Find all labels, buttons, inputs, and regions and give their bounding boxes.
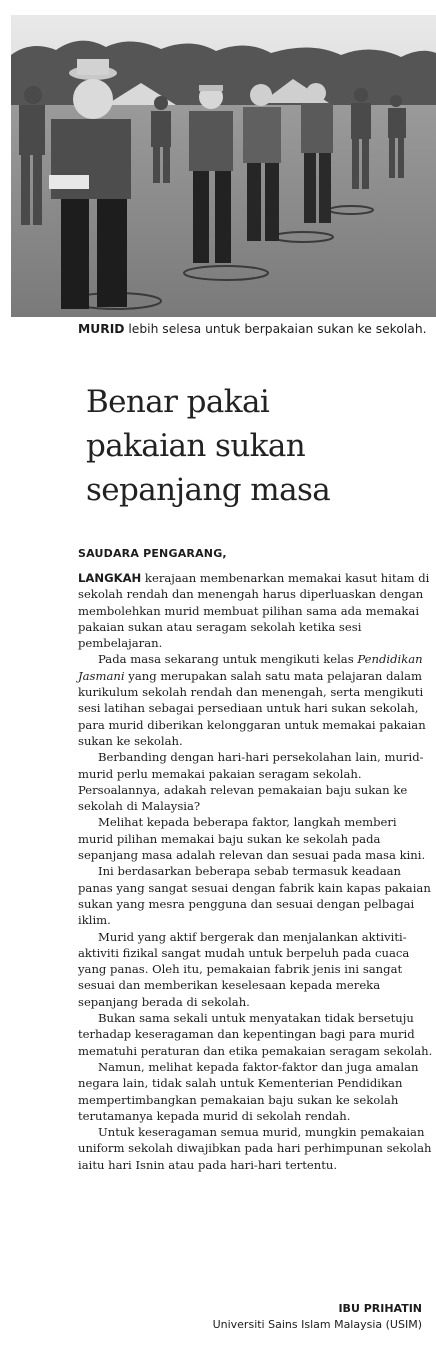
paragraph-3: Berbanding dengan hari-hari persekolahan lain, murid-murid perlu memakai pakaian seragam sekolah. Persoalannya, adakah relevan pemakaian baju sukan ke sekolah di Malaysia? [78, 750, 424, 814]
headline-line-3: sepanjang masa [86, 472, 331, 508]
author-affiliation: Universiti Sains Islam Malaysia (USIM) [212, 1318, 422, 1331]
headline-line-1: Benar pakai [86, 384, 270, 420]
caption-lead: MURID [78, 322, 125, 336]
author-block [213, 1301, 422, 1333]
caption-text: lebih selesa untuk berpakaian sukan ke sekolah. [124, 322, 427, 336]
paragraph-5: Ini berdasarkan beberapa sebab termasuk keadaan panas yang sangat sesuai dengan fabrik kain kapas pakaian sukan yang mesra pengguna dan sesuai dengan pelbagai iklim. [78, 864, 431, 928]
salutation: SAUDARA PENGARANG, [78, 547, 227, 560]
paragraph-1-text: kerajaan membenarkan memakai kasut hitam di sekolah rendah dan menengah harus diperluaskan dengan membolehkan murid membuat pilihan sama ada memakai pakaian sukan atau seragam sekolah ketika sesi pembelajaran. [78, 571, 430, 651]
author-name: IBU PRIHATIN [338, 1302, 422, 1315]
paragraph-2-post: yang merupakan salah satu mata pelajaran dalam kurikulum sekolah rendah dan menengah, serta mengikuti sesi latihan sebagai persediaan untuk hari sukan sekolah, para murid diberikan kelonggaran untuk memakai pakaian sukan ke sekolah. [78, 668, 426, 748]
article-photo [11, 15, 436, 317]
paragraph-1 [78, 570, 434, 651]
paragraph-2-emphasis: Pendidikan Jasmani [78, 652, 423, 683]
paragraph-9: Untuk keseragaman semua murid, mungkin pemakaian uniform sekolah diwajibkan pada hari perhimpunan sekolah iaitu hari Isnin atau pada hari-hari tertentu. [78, 1125, 432, 1172]
photo-caption [78, 321, 428, 338]
paragraph-2 [78, 651, 434, 749]
article-body [78, 570, 434, 1173]
headline [86, 380, 426, 512]
paragraph-2-pre: Pada masa sekarang untuk mengikuti kelas [98, 652, 358, 667]
paragraph-7: Bukan sama sekali untuk menyatakan tidak bersetuju terhadap keseragaman dan kepentingan bagi para murid mematuhi peraturan dan etika pemakaian seragam sekolah. [78, 1011, 433, 1058]
paragraph-8: Namun, melihat kepada faktor-faktor dan juga amalan negara lain, tidak salah untuk Kementerian Pendidikan mempertimbangkan pemakaian baju sukan ke sekolah terutamanya kepada murid di sekolah rendah. [78, 1059, 419, 1123]
photo-illustration [11, 15, 436, 317]
headline-line-2: pakaian sukan [86, 428, 306, 464]
paragraph-4: Melihat kepada beberapa faktor, langkah memberi murid pilihan memakai baju sukan ke sekolah pada sepanjang masa adalah relevan dan sesuai pada masa kini. [78, 815, 426, 863]
paragraph-6: Murid yang aktif bergerak dan menjalankan aktiviti-aktiviti fizikal sangat mudah untuk berpeluh pada cuaca yang panas. Oleh itu, pemakaian fabrik jenis ini sangat sesuai dan memberikan keselesaan kepada mereka sepanjang berada di sekolah. [78, 929, 410, 1009]
paragraph-1-lead: LANGKAH [78, 571, 142, 585]
